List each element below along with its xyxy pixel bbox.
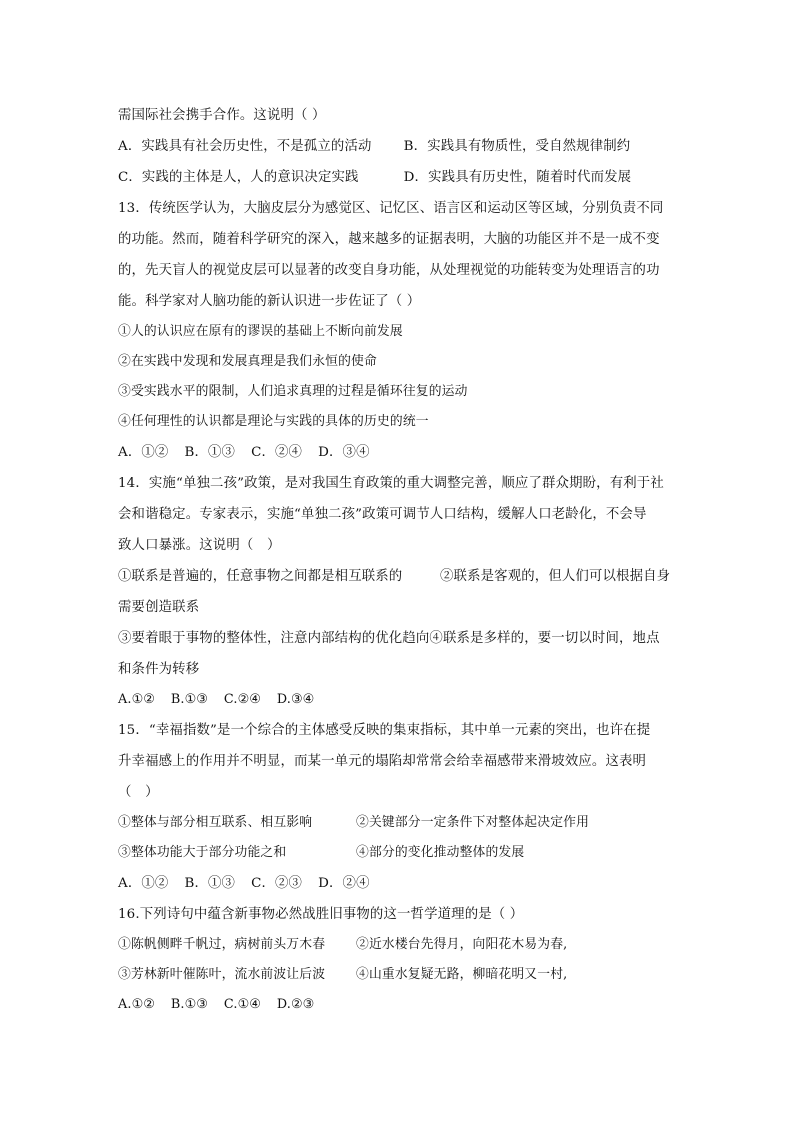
q14-choice-b: B.①③ bbox=[170, 692, 208, 707]
q16-items-row-1 bbox=[118, 930, 678, 960]
q12-option-c: C．实践的主体是人，人的意识决定实践 bbox=[118, 170, 359, 185]
q12-option-b: B．实践具有物质性，受自然规律制约 bbox=[403, 139, 631, 154]
q16-choice-c: C.①④ bbox=[223, 997, 261, 1012]
q15-item-2: ②关键部分一定条件下对整体起决定作用 bbox=[356, 815, 590, 830]
q16-choice-d: D.②③ bbox=[276, 997, 315, 1012]
q13-choice-d: D．③④ bbox=[318, 445, 370, 460]
q13-stem-line: 能。科学家对人脑功能的新认识进一步佐证了（ ） bbox=[118, 294, 421, 309]
q16-choice-b: B.①③ bbox=[170, 997, 208, 1012]
q14-item-1: ①联系是普遍的，任意事物之间都是相互联系的 bbox=[118, 569, 403, 584]
q15-item-1: ①整体与部分相互联系、相互影响 bbox=[118, 815, 313, 830]
q16-items-row-2 bbox=[118, 960, 678, 990]
q14-stem-line: 14．实施“单独二孩”政策，是对我国生育政策的重大调整完善，顺应了群众期盼，有利于社 bbox=[118, 476, 664, 491]
q15-choice-c: C．②③ bbox=[251, 876, 303, 891]
q12-option-a: A．实践具有社会历史性，不是孤立的活动 bbox=[118, 139, 372, 154]
q15-choice-b: B．①③ bbox=[184, 876, 236, 891]
q12-option-d: D．实践具有历史性，随着时代而发展 bbox=[403, 170, 632, 185]
q14-item-2-cont: 需要创造联系 bbox=[118, 600, 200, 615]
q14-stem-line: 致人口暴涨。这说明（ ） bbox=[118, 538, 281, 553]
q15-item-4: ④部分的变化推动整体的发展 bbox=[356, 845, 525, 860]
q15-choices bbox=[118, 868, 678, 899]
q13-item-1: ①人的认识应在原有的谬误的基础上不断向前发展 bbox=[118, 324, 403, 339]
q15-stem-line: 升幸福感上的作用并不明显，而某一单元的塌陷却常常会给幸福感带来滑坡效应。这表明 bbox=[118, 754, 647, 769]
q13-stem-line: 的功能。然而，随着科学研究的深入，越来越多的证据表明，大脑的功能区并不是一成不变 bbox=[118, 232, 660, 247]
q16-item-4: ④山重水复疑无路，柳暗花明又一村, bbox=[356, 967, 568, 982]
q12-options-row-1 bbox=[118, 131, 678, 162]
exam-page bbox=[118, 100, 678, 1020]
q15-choice-a: A．①② bbox=[118, 876, 169, 891]
q13-item-2: ②在实践中发现和发展真理是我们永恒的使命 bbox=[118, 354, 377, 369]
q14-choice-d: D.③④ bbox=[276, 692, 315, 707]
q15-item-3: ③整体功能大于部分功能之和 bbox=[118, 845, 287, 860]
q12-stem: 需国际社会携手合作。这说明（ ） bbox=[118, 108, 326, 123]
q14-stem-line: 会和谐稳定。专家表示，实施“单独二孩”政策可调节人口结构，缓解人口老龄化，不会导 bbox=[118, 507, 647, 522]
q14-choice-c: C.②④ bbox=[223, 692, 261, 707]
q13-choice-a: A．①② bbox=[118, 445, 169, 460]
q16-choice-a: A.①② bbox=[118, 997, 155, 1012]
q13-item-3: ③受实践水平的限制，人们追求真理的过程是循环往复的运动 bbox=[118, 384, 468, 399]
q15-items-row-1 bbox=[118, 808, 678, 838]
q15-stem-line: 15．“幸福指数”是一个综合的主体感受反映的集束指标，其中单一元素的突出，也许在提 bbox=[118, 723, 651, 738]
q14-item-2: ②联系是客观的，但人们可以根据自身 bbox=[440, 569, 671, 584]
q15-stem-line: （ ） bbox=[118, 785, 159, 800]
q15-items-row-2 bbox=[118, 838, 678, 868]
q12-options-row-2 bbox=[118, 162, 678, 193]
q13-stem-line: 13．传统医学认为，大脑皮层分为感觉区、记忆区、语言区和运动区等区域，分别负责不同 bbox=[118, 201, 664, 216]
q13-choice-c: C．②④ bbox=[251, 445, 303, 460]
q15-choice-d: D．②④ bbox=[318, 876, 370, 891]
q13-stem-line: 的，先天盲人的视觉皮层可以显著的改变自身功能，从处理视觉的功能转变为处理语言的功 bbox=[118, 263, 660, 278]
q16-item-3: ③芳林新叶催陈叶，流水前波让后波 bbox=[118, 967, 326, 982]
q13-item-4: ④任何理性的认识都是理论与实践的具体的历史的统一 bbox=[118, 414, 429, 429]
q14-item-4-cont: 和条件为转移 bbox=[118, 662, 200, 677]
q14-item-3-4: ③要着眼于事物的整体性，注意内部结构的优化趋向④联系是多样的，要一切以时间，地点 bbox=[118, 631, 660, 646]
q14-choices bbox=[118, 685, 678, 715]
q16-item-1: ①陈帆侧畔千帆过，病树前头万木春 bbox=[118, 937, 326, 952]
q14-choice-a: A.①② bbox=[118, 692, 155, 707]
q16-stem: 16.下列诗句中蕴含新事物必然战胜旧事物的这一哲学道理的是（ ） bbox=[118, 907, 524, 922]
q14-items-row-1 bbox=[118, 561, 678, 592]
q16-choices bbox=[118, 990, 678, 1020]
q13-choices bbox=[118, 437, 678, 468]
q16-item-2: ②近水楼台先得月，向阳花木易为春, bbox=[356, 937, 568, 952]
q13-choice-b: B．①③ bbox=[184, 445, 236, 460]
